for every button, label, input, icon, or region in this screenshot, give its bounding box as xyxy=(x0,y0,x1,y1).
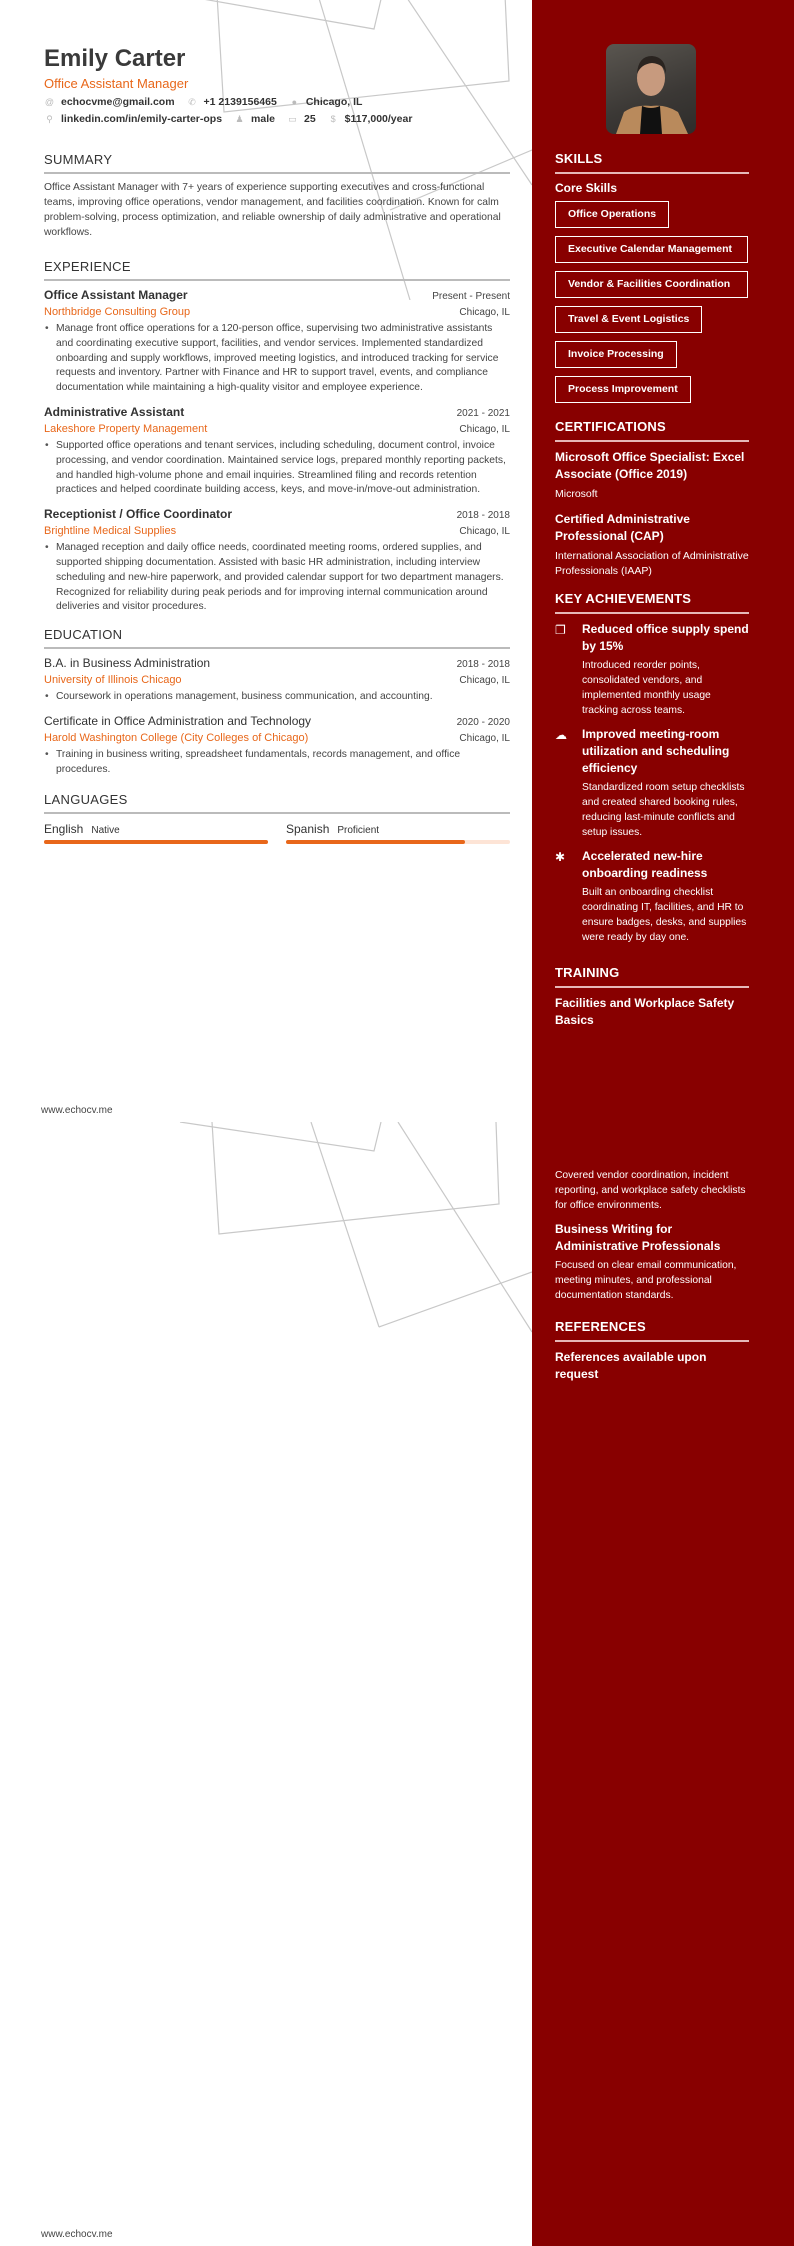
edu-dates: 2018 - 2018 xyxy=(456,659,510,671)
language-name: English xyxy=(44,821,84,836)
experience-item xyxy=(44,404,510,498)
job-dates: 2018 - 2018 xyxy=(456,510,510,522)
calendar-icon: ▭ xyxy=(288,114,297,124)
dollar-icon: $ xyxy=(330,114,336,124)
achievements-section xyxy=(555,591,749,945)
link-icon: ⚲ xyxy=(46,114,53,124)
achievement-title: Improved meeting-room utilization and scheduling efficiency xyxy=(582,727,730,775)
training-section xyxy=(555,965,749,1029)
sidebar-heading: SKILLS xyxy=(555,151,749,174)
cert-org: Microsoft xyxy=(555,488,598,500)
job-title: Office Assistant Manager xyxy=(44,288,188,302)
at-icon: @ xyxy=(44,97,55,107)
contact-phone[interactable]: ✆ +1 2139156465 xyxy=(188,96,277,108)
achievement-desc: Built an onboarding checklist coordinating IT, facilities, and HR to ensure badges, desks, and supplies were ready by day one. xyxy=(582,887,747,943)
contact-location: ● Chicago, IL xyxy=(289,96,363,109)
candidate-title: Office Assistant Manager xyxy=(44,76,189,91)
degree: Certificate in Office Administration and Technology xyxy=(44,713,312,728)
footer-site-link[interactable]: www.echocv.me xyxy=(41,1105,113,1116)
main-column xyxy=(44,44,510,844)
sidebar-heading: REFERENCES xyxy=(555,1319,749,1342)
language-bar xyxy=(44,840,268,844)
job-title: Receptionist / Office Coordinator xyxy=(44,507,233,522)
skills-subheading: Core Skills xyxy=(555,181,618,195)
education-section xyxy=(44,627,510,777)
achievement-desc: Standardized room setup checklists and created shared booking rules, reducing last-minute conflicts and setup issues. xyxy=(582,782,745,838)
contact-row-1 xyxy=(44,96,510,109)
experience-item xyxy=(44,287,510,396)
summary-text: Office Assistant Manager with 7+ years of experience supporting executives and cross-functional teams, improving office operations, vendor management, and facilities coordination. Known for calm problem-solving, process optimization, and reliable ownership of daily administrative and operational workflows. xyxy=(44,182,501,238)
language-bar-fill xyxy=(44,840,268,844)
skill-chip: Process Improvement xyxy=(555,376,691,403)
skill-chip: Travel & Event Logistics xyxy=(555,306,702,333)
skill-chip: Executive Calendar Management xyxy=(555,236,748,263)
achievement-item xyxy=(555,726,749,840)
cert-name: Certified Administrative Professional (CAP) xyxy=(555,512,690,543)
contact-gender: ♟ male xyxy=(235,113,275,125)
section-heading: SUMMARY xyxy=(44,152,510,174)
language-level: Proficient xyxy=(337,824,380,836)
sidebar-heading: CERTIFICATIONS xyxy=(555,419,749,442)
job-location: Chicago, IL xyxy=(459,526,510,538)
edu-bullet: • Training in business writing, spreadsheet fundamentals, records management, and office procedures. xyxy=(44,748,510,778)
location-pin-icon: ● xyxy=(291,97,298,107)
experience-section xyxy=(44,259,510,615)
skill-chip: Invoice Processing xyxy=(555,341,677,368)
job-dates: 2021 - 2021 xyxy=(456,407,510,419)
achievement-item xyxy=(555,848,749,945)
company-name: Lakeshore Property Management xyxy=(44,422,208,435)
degree: B.A. in Business Administration xyxy=(44,656,211,671)
bug-icon: ✱ xyxy=(555,850,566,864)
sidebar-column xyxy=(555,151,749,1029)
footer-site-link-page2[interactable]: www.echocv.me xyxy=(41,2229,113,2240)
contact-row-2 xyxy=(44,113,510,126)
achievement-title: Reduced office supply spend by 15% xyxy=(582,622,749,653)
company-name: Brightline Medical Supplies xyxy=(44,525,177,538)
skills-section xyxy=(555,151,749,411)
edu-location: Chicago, IL xyxy=(459,732,510,744)
job-location: Chicago, IL xyxy=(459,423,510,435)
certifications-section xyxy=(555,419,749,579)
cloud-icon: ☁ xyxy=(555,728,567,742)
sidebar-heading: TRAINING xyxy=(555,965,749,988)
section-heading: EXPERIENCE xyxy=(44,259,510,281)
person-icon: ♟ xyxy=(235,114,244,124)
job-title: Administrative Assistant xyxy=(44,404,185,419)
language-item xyxy=(44,820,268,844)
section-heading: EDUCATION xyxy=(44,627,510,649)
contact-salary: $ $117,000/year xyxy=(328,113,413,126)
edu-dates: 2020 - 2020 xyxy=(456,716,510,728)
sidebar-column-page2 xyxy=(555,1168,749,1383)
experience-item xyxy=(44,506,510,615)
documents-icon: ❐ xyxy=(555,623,566,637)
job-location: Chicago, IL xyxy=(459,307,510,318)
achievement-title: Accelerated new-hire onboarding readiness xyxy=(582,849,708,880)
portrait-image xyxy=(606,44,696,134)
references-text: References available upon request xyxy=(555,1350,707,1381)
languages-section xyxy=(44,792,510,844)
education-item xyxy=(44,655,510,705)
summary-section xyxy=(44,152,510,240)
job-bullet: • Manage front office operations for a 120-person office, supervising two administrative assistants and coordinating executive support, facilities, and vendor services. Implemented standardized onboarding and supply workflows, improved meeting logistics, and introduced tracking for service requests and inventory. Partner with Finance and HR to support travel, events, and compliance documentation while maintaining a high-quality visitor and employee experience. xyxy=(44,322,510,396)
training-desc: Covered vendor coordination, incident reporting, and workplace safety checklists for office environments. xyxy=(555,1170,746,1211)
job-dates: Present - Present xyxy=(432,291,510,302)
language-bar xyxy=(286,840,510,844)
achievement-item xyxy=(555,621,749,718)
school-name: Harold Washington College (City Colleges of Chicago) xyxy=(44,731,309,744)
language-bar-fill xyxy=(286,840,465,844)
education-item xyxy=(44,713,510,778)
decorative-lines-page2 xyxy=(0,1122,532,1422)
contact-age: ▭ 25 xyxy=(288,113,316,125)
language-level: Native xyxy=(91,824,120,836)
skill-chip: Office Operations xyxy=(555,201,669,228)
school-name: University of Illinois Chicago xyxy=(44,674,182,687)
skill-chip: Vendor & Facilities Coordination xyxy=(555,271,748,298)
profile-photo xyxy=(606,44,696,134)
candidate-name: Emily Carter xyxy=(44,45,186,72)
cert-org: International Association of Administrative Professionals (IAAP) xyxy=(555,550,749,577)
sidebar-heading: KEY ACHIEVEMENTS xyxy=(555,591,749,614)
job-bullet: • Managed reception and daily office needs, coordinated meeting rooms, ordered supplies, and supported shipping documentation. Assisted with basic HR administration, including interview scheduling and new-hire paperwork, and provided calendar support for two department managers. Recognized for reliability during peak periods and for improving internal communication around deliveries and visitor procedures. xyxy=(44,541,510,615)
contact-email[interactable]: @ echocvme@gmail.com xyxy=(44,96,175,108)
job-bullet: • Supported office operations and tenant services, including scheduling, document control, invoice processing, and vendor coordination. Maintained service logs, prepared monthly reporting packets, and handled high-volume phone and email inquiries. Streamlined filing and records retention practices and helped coordinate building access, keys, and move-in/move-out administration. xyxy=(44,439,510,498)
section-heading: LANGUAGES xyxy=(44,792,510,814)
cert-name: Microsoft Office Specialist: Excel Associate (Office 2019) xyxy=(555,450,745,481)
phone-icon: ✆ xyxy=(188,97,196,107)
edu-bullet: • Coursework in operations management, business communication, and accounting. xyxy=(44,690,510,705)
contact-linkedin[interactable]: ⚲ linkedin.com/in/emily-carter-ops xyxy=(44,113,222,126)
references-section xyxy=(555,1319,749,1383)
company-name: Northbridge Consulting Group xyxy=(44,306,191,318)
training-title: Facilities and Workplace Safety Basics xyxy=(555,996,735,1027)
language-name: Spanish xyxy=(286,821,330,836)
training-desc: Focused on clear email communication, meeting minutes, and professional documentation standards. xyxy=(555,1260,737,1301)
edu-location: Chicago, IL xyxy=(459,675,510,687)
training-title: Business Writing for Administrative Professionals xyxy=(555,1222,721,1253)
achievement-desc: Introduced reorder points, consolidated vendors, and implemented monthly usage tracking across teams. xyxy=(582,660,711,716)
language-item xyxy=(286,820,510,844)
